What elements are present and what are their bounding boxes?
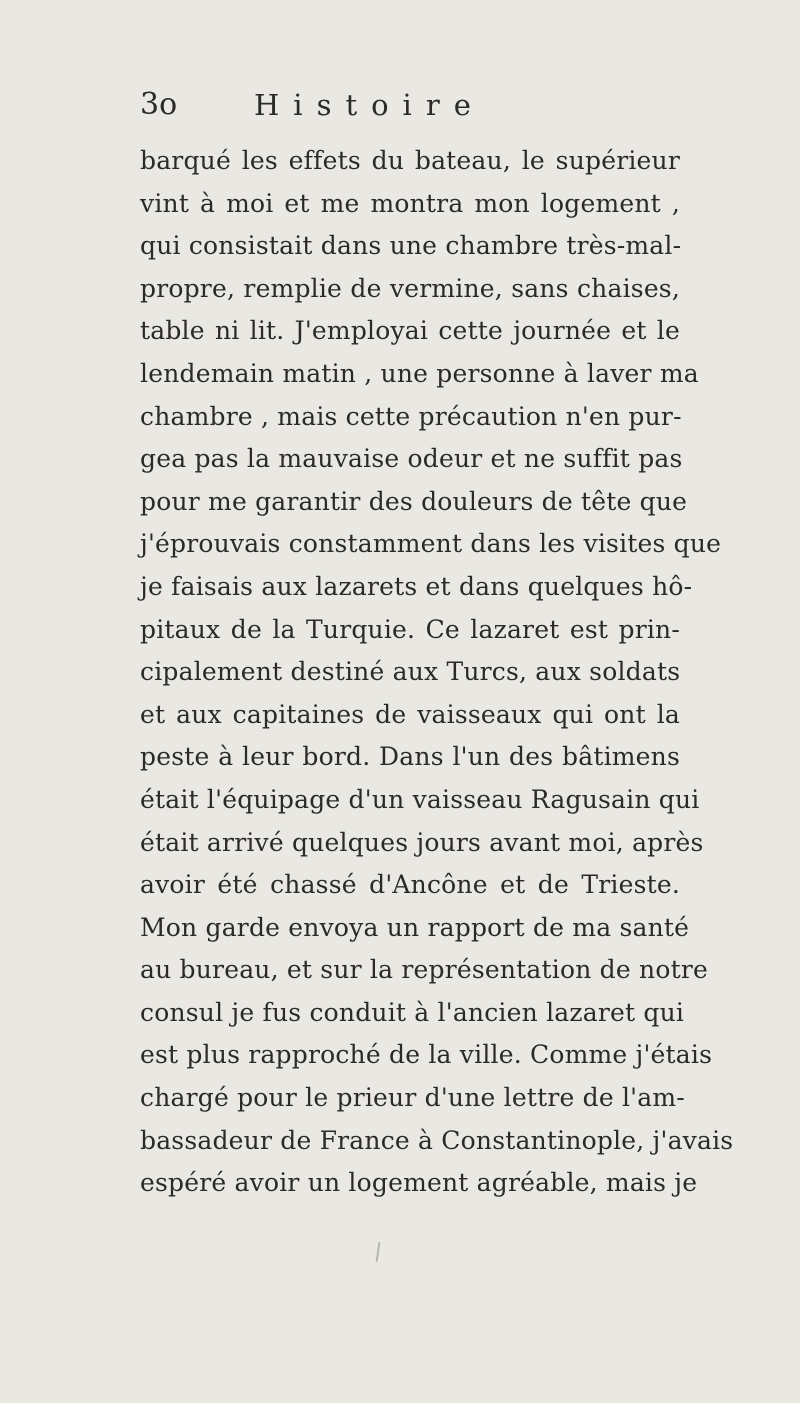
text-line: peste à leur bord. Dans l'un des bâtimens: [140, 742, 680, 772]
text-line: table ni lit. J'employai cette journée et le: [140, 316, 680, 346]
text-line: j'éprouvais constamment dans les visites que: [140, 529, 722, 559]
text-line: était arrivé quelques jours avant moi, après: [140, 827, 704, 857]
text-line: Mon garde envoya un rapport de ma santé: [140, 912, 690, 942]
text-line: était l'équipage d'un vaisseau Ragusain qui: [140, 784, 700, 814]
text-line: cipalement destiné aux Turcs, aux soldats: [140, 657, 681, 687]
text-line: lendemain matin , une personne à laver ma: [140, 358, 699, 388]
body-text: [140, 140, 734, 1205]
text-line: pitaux de la Turquie. Ce lazaret est prin-: [140, 614, 680, 644]
text-line: bassadeur de France à Constantinople, j'avais: [140, 1125, 734, 1155]
text-line: vint à moi et me montra mon logement ,: [140, 188, 680, 218]
running-title: Histoire: [254, 88, 485, 122]
text-line: est plus rapproché de la ville. Comme j'étais: [140, 1040, 713, 1070]
text-line: je faisais aux lazarets et dans quelques hô-: [140, 571, 693, 601]
ink-mark: [376, 1242, 381, 1262]
text-line: espéré avoir un logement agréable, mais je: [140, 1168, 698, 1198]
text-line: au bureau, et sur la représentation de notre: [140, 955, 708, 985]
text-line: chargé pour le prieur d'une lettre de l'am-: [140, 1083, 685, 1113]
text-line: propre, remplie de vermine, sans chaises,: [140, 273, 680, 303]
text-line: gea pas la mauvaise odeur et ne suffit pas: [140, 444, 683, 474]
text-line: qui consistait dans une chambre très-mal-: [140, 231, 682, 261]
text-line: chambre , mais cette précaution n'en pur-: [140, 401, 682, 431]
running-head: [140, 80, 620, 130]
text-line: barqué les effets du bateau, le supérieur: [140, 146, 680, 175]
text-line: et aux capitaines de vaisseaux qui ont la: [140, 699, 680, 729]
text-line: pour me garantir des douleurs de tête que: [140, 486, 688, 516]
page-number: 3o: [140, 87, 178, 122]
text-line: consul je fus conduit à l'ancien lazaret qui: [140, 997, 685, 1027]
text-line: avoir été chassé d'Ancône et de Trieste.: [140, 870, 680, 900]
